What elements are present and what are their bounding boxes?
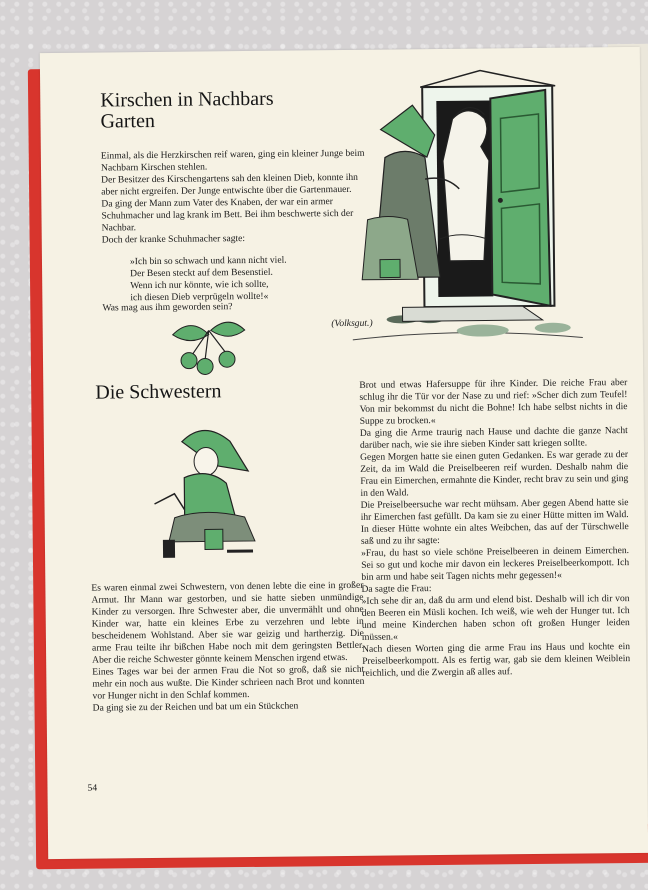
- paragraph: Eines Tages war bei der armen Frau die Not so groß, daß sie nicht mehr ein noch aus wußte. Die Kinder schrieen nach Brot und konnten vor Hunger nicht in den Schlaf kommen.: [92, 663, 365, 702]
- verse: [130, 254, 360, 304]
- paragraph: Da ging sie zu der Reichen und bat um ein Stückchen: [92, 700, 299, 714]
- paragraph: Da sagte die Frau:: [361, 583, 432, 595]
- verse-line: Wenn ich nur könnte, wie ich sollte,: [130, 278, 269, 292]
- paragraph: »Frau, du hast so viele schöne Preiselbeeren in deinem Eimerchen. Sei so gut und koche mir davon ein leckeres Preiselbeerkompott. Ich bin arm und habe seit Tagen nichts mehr gegessen!«: [360, 545, 630, 583]
- verse-line: Der Besen steckt auf dem Besenstiel.: [130, 266, 273, 280]
- paragraph: Doch der kranke Schuhmacher sagte:: [101, 233, 246, 246]
- source-note: (Volksgut.): [331, 317, 373, 330]
- verse-line: »Ich bin so schwach und kann nicht viel.: [129, 254, 287, 268]
- story-schwestern-right-column: [359, 377, 630, 680]
- paragraph: Die Preiselbeersuche war recht mühsam. Aber gegen Abend hatte sie ihr Eimerchen fast gefüllt. Da kam sie zu einer Hütte mitten im Wald. In dieser Hütte wohnte ein altes Weibchen, das auf der Türschwelle saß und zu ihr sagte:: [360, 497, 629, 547]
- verse-line: ich diesen Dieb verprügeln wollte!«: [130, 290, 269, 304]
- paragraph: Nach diesen Worten ging die arme Frau ins Haus und kochte ein Preiselbeerkompott. Als es fertig war, gab sie dem kleinen Weiblein reichlich, und die Zwergin aß alles auf.: [361, 641, 631, 679]
- girl-illustration: [134, 421, 275, 562]
- paragraph: Es waren einmal zwei Schwestern, von denen lebte die eine in großer Armut. Ihr Mann war gestorben, und sie hatte sieben unmündige Kinder zu versorgen. Ihre Schwester aber, die unvermählt und ohne Kinder war, hatte ein kleines Erbe zu verzehren und lebte in bescheidenem Wohlstand. Aber sie war geizig und hartherzig. Die arme Frau teilte ihr bißchen Habe noch mit dem geringsten Bettler. Aber die reiche Schwester gönnte keinem Menschen irgend etwas.: [91, 579, 365, 666]
- book-page: [40, 47, 648, 859]
- title-schwestern: Die Schwestern: [95, 380, 222, 404]
- cherries-illustration: [167, 316, 252, 377]
- paragraph: »Ich sehe dir an, daß du arm und elend bist. Deshalb will ich dir von den Beeren ein Müsli kochen. Ich weiß, wie weh der Hunger tut. Ich und meine Kinderchen haben schon oft großen Hunger leiden müssen.«: [361, 593, 630, 643]
- paragraph: Der Besitzer des Kirschengartens sah den kleinen Dieb, konnte ihn aber nicht ergreifen. Der Junge entwischte über die Gartenmauer.: [101, 171, 358, 198]
- paragraph: Brot und etwas Hafersuppe für ihre Kinder. Die reiche Frau aber schlug ihr die Tür vor der Nase zu und rief: »Scher dich zum Teufel! Von mir bekommst du nicht die Bohne! Ich habe selbst nichts in die Suppe zu brocken.«: [359, 377, 628, 427]
- paragraph: Einmal, als die Herzkirschen reif waren, ging ein kleiner Junge beim Nachbarn Kirschen stehlen.: [100, 147, 365, 174]
- story-schwestern-left-column: [91, 580, 364, 715]
- door-scene-illustration: [340, 67, 593, 360]
- title-kirschen: Kirschen in Nachbars Garten: [100, 87, 274, 133]
- page-number: 54: [87, 782, 98, 794]
- story-kirschen: [101, 148, 372, 247]
- paragraph: Da ging die Arme traurig nach Hause und dachte die ganze Nacht darüber nach, wie sie ihre sieben Kinder satt kriegen sollte.: [359, 425, 628, 451]
- paragraph: Da ging der Mann zum Vater des Knaben, der war ein armer Schuhmacher und lag krank im Bett. Bei ihm beschwerte sich der Nachbar.: [101, 196, 354, 234]
- paragraph: Gegen Morgen hatte sie einen guten Gedanken. Es war gerade zu der Zeit, da im Wald die Preiselbeeren reif wurden. Deshalb nahm die Frau ein Eimerchen, ermahnte die Kinder, recht brav zu sein und ging in den Wald.: [359, 449, 629, 499]
- question-line: Was mag aus ihm geworden sein?: [102, 301, 233, 314]
